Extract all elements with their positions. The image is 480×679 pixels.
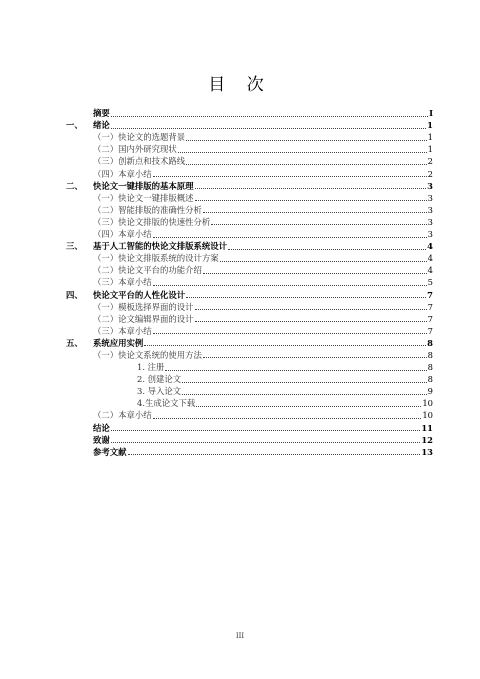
toc-entry-page: I — [429, 108, 433, 119]
toc-entry-title: 3. 导入论文 — [137, 386, 182, 397]
toc-entry[interactable] — [66, 434, 433, 446]
table-of-contents — [66, 107, 433, 458]
toc-entry[interactable] — [66, 409, 433, 421]
toc-dot-leader — [182, 394, 427, 395]
toc-entry[interactable] — [66, 204, 433, 216]
toc-dot-leader — [153, 333, 427, 334]
toc-dot-leader — [153, 237, 427, 238]
toc-entry-title: （一）快论文一键排版概述 — [93, 192, 194, 203]
toc-dot-leader — [211, 224, 426, 225]
toc-entry[interactable] — [66, 264, 433, 276]
toc-entry-page: 3 — [427, 192, 433, 203]
toc-entry-page: 4 — [427, 241, 433, 252]
toc-entry-title: （一）快论文排版系统的设计方案 — [93, 253, 219, 264]
toc-entry-page: 10 — [422, 398, 433, 409]
toc-dot-leader — [111, 116, 428, 117]
toc-entry[interactable] — [66, 192, 433, 204]
toc-entry-title: 绪论 — [93, 120, 110, 131]
toc-entry-title: （二）论文编辑界面的设计 — [93, 313, 194, 324]
toc-entry-page: 8 — [427, 337, 433, 348]
toc-entry[interactable] — [66, 325, 433, 337]
toc-entry-page: 10 — [422, 410, 433, 421]
toc-dot-leader — [165, 370, 426, 371]
toc-entry-page: 4 — [427, 253, 433, 264]
toc-entry-page: 7 — [427, 289, 433, 300]
toc-entry-number: 一、 — [66, 120, 83, 131]
toc-entry[interactable] — [66, 421, 433, 433]
toc-dot-leader — [203, 273, 427, 274]
toc-entry-title: 基于人工智能的快论文排版系统设计 — [93, 241, 227, 252]
toc-entry-number: 三、 — [66, 241, 83, 252]
toc-entry-page: 9 — [427, 386, 433, 397]
toc-entry-title: （二）快论文平台的功能介绍 — [93, 265, 202, 276]
toc-entry-page: 2 — [427, 168, 433, 179]
toc-entry[interactable] — [66, 240, 433, 252]
toc-dot-leader — [182, 382, 427, 383]
toc-entry-page: 12 — [421, 434, 433, 445]
toc-dot-leader — [153, 418, 422, 419]
toc-dot-leader — [111, 128, 426, 129]
toc-dot-leader — [186, 164, 427, 165]
toc-dot-leader — [195, 188, 427, 189]
toc-entry[interactable] — [66, 216, 433, 228]
toc-entry[interactable] — [66, 252, 433, 264]
toc-entry-page: 11 — [421, 422, 433, 433]
toc-entry[interactable] — [66, 143, 433, 155]
toc-dot-leader — [203, 212, 427, 213]
toc-entry-title: 2. 创建论文 — [137, 374, 182, 385]
toc-entry[interactable] — [66, 119, 433, 131]
toc-dot-leader — [111, 442, 421, 443]
toc-dot-leader — [196, 406, 421, 407]
toc-entry-page: 3 — [427, 180, 433, 191]
toc-entry-title: 快论文平台的人性化设计 — [93, 289, 186, 300]
toc-entry-page: 8 — [427, 374, 433, 385]
toc-entry-number: 五、 — [66, 337, 83, 348]
toc-entry[interactable] — [66, 397, 433, 409]
toc-entry[interactable] — [66, 446, 433, 458]
toc-entry-page: 2 — [427, 156, 433, 167]
toc-entry-title: （三）本章小结 — [93, 277, 152, 288]
toc-entry[interactable] — [66, 107, 433, 119]
page-title: 目 次 — [208, 75, 272, 95]
toc-entry-title: 致谢 — [93, 434, 110, 445]
toc-dot-leader — [153, 285, 427, 286]
toc-dot-leader — [178, 152, 427, 153]
toc-entry-title: （一）模板选择界面的设计 — [93, 301, 194, 312]
toc-entry-title: （二）智能排版的准确性分析 — [93, 204, 202, 215]
toc-entry-page: 7 — [427, 301, 433, 312]
toc-entry-title: 摘要 — [93, 108, 110, 119]
toc-entry-title: （二）国内外研究现状 — [93, 144, 177, 155]
toc-dot-leader — [186, 140, 427, 141]
toc-entry-title: （一）快论文的选题背景 — [93, 132, 186, 143]
toc-entry[interactable] — [66, 155, 433, 167]
toc-entry[interactable] — [66, 276, 433, 288]
toc-dot-leader — [195, 321, 427, 322]
toc-dot-leader — [228, 249, 426, 250]
toc-entry-page: 7 — [427, 313, 433, 324]
toc-dot-leader — [195, 309, 427, 310]
toc-entry[interactable] — [66, 131, 433, 143]
toc-entry[interactable] — [66, 349, 433, 361]
toc-entry-title: 快论文一键排版的基本原理 — [93, 180, 194, 191]
toc-dot-leader — [144, 345, 426, 346]
toc-entry-page: 4 — [427, 265, 433, 276]
toc-entry-title: （三）快论文排版的快速性分析 — [93, 216, 211, 227]
toc-entry[interactable] — [66, 373, 433, 385]
toc-dot-leader — [186, 297, 426, 298]
toc-entry-title: 结论 — [93, 422, 110, 433]
toc-entry-title: （三）本章小结 — [93, 325, 152, 336]
toc-entry[interactable] — [66, 385, 433, 397]
toc-entry[interactable] — [66, 301, 433, 313]
toc-dot-leader — [153, 176, 427, 177]
toc-entry-title: （四）本章小结 — [93, 229, 152, 240]
toc-entry-page: 8 — [427, 362, 433, 373]
toc-dot-leader — [128, 454, 421, 455]
toc-dot-leader — [203, 357, 427, 358]
toc-entry-title: （一）快论文系统的使用方法 — [93, 349, 202, 360]
toc-entry[interactable] — [66, 180, 433, 192]
toc-entry-page: 3 — [427, 204, 433, 215]
toc-entry-title: 4.生成论文下载 — [137, 398, 196, 409]
toc-entry-page: 3 — [427, 216, 433, 227]
toc-dot-leader — [111, 430, 421, 431]
toc-entry[interactable] — [66, 288, 433, 300]
toc-entry-number: 四、 — [66, 289, 83, 300]
toc-entry[interactable] — [66, 361, 433, 373]
toc-entry-number: 二、 — [66, 180, 83, 191]
toc-dot-leader — [195, 200, 427, 201]
toc-dot-leader — [220, 261, 427, 262]
toc-entry-title: 1. 注册 — [137, 362, 165, 373]
toc-entry-page: 1 — [427, 132, 433, 143]
toc-entry[interactable] — [66, 228, 433, 240]
toc-entry-title: 系统应用实例 — [93, 337, 144, 348]
toc-entry-page: 13 — [421, 446, 433, 457]
toc-entry-title: （三）创新点和技术路线 — [93, 156, 186, 167]
toc-entry-page: 3 — [427, 229, 433, 240]
toc-entry-page: 7 — [427, 325, 433, 336]
toc-entry-page: 8 — [427, 349, 433, 360]
toc-entry[interactable] — [66, 337, 433, 349]
toc-entry[interactable] — [66, 313, 433, 325]
toc-entry-page: 1 — [427, 144, 433, 155]
toc-entry-title: 参考文献 — [93, 446, 127, 457]
toc-entry-page: 5 — [427, 277, 433, 288]
toc-entry-title: （二）本章小结 — [93, 410, 152, 421]
toc-entry-title: （四）本章小结 — [93, 168, 152, 179]
page-number: III — [235, 632, 245, 640]
toc-entry-page: 1 — [427, 120, 433, 131]
toc-entry[interactable] — [66, 167, 433, 179]
